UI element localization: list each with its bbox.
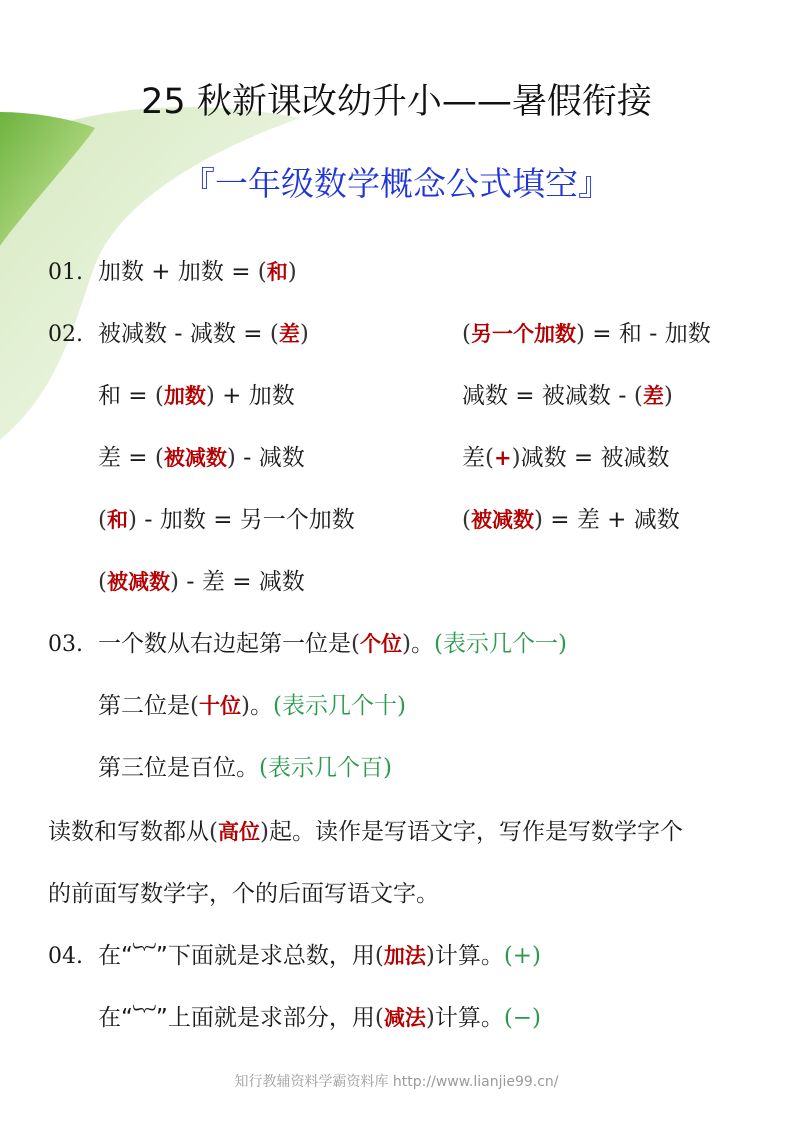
page-title: 25 秋新课改幼升小——暑假衔接: [141, 82, 652, 122]
statement-text: 第三位是百位。: [98, 755, 259, 781]
hint-text: (表示几个百): [259, 755, 392, 781]
formula-right-3: 差(+)减数 = 被减数: [462, 445, 670, 471]
answer-text: 差: [642, 383, 664, 408]
formula-text: 加数 + 加数 =: [98, 259, 258, 285]
hint-text: (−): [503, 1005, 542, 1031]
statement-text: 读数和写数都从: [48, 819, 209, 845]
formula-text: = 和 - 加数: [584, 321, 711, 347]
statement-text: 一个数从右边起第一位是: [98, 631, 351, 657]
formula-text: - 差 = 减数: [178, 569, 305, 595]
page-subtitle: 『一年级数学概念公式填空』: [182, 164, 611, 203]
statement-text: 在“: [98, 1005, 133, 1031]
answer-text: 高位: [217, 819, 260, 844]
formula-text: - 加数 = 另一个加数: [136, 507, 355, 533]
item-number: 03.: [48, 632, 83, 657]
brace-symbol: ︸: [132, 943, 156, 969]
formula-right-4: (被减数) = 差 + 减数: [462, 507, 680, 533]
statement-5: [48, 879, 439, 909]
footer-watermark: 知行教辅资料学霸资料库 http://www.lianjie99.cn/: [234, 1074, 559, 1090]
formula-right-1: (另一个加数) = 和 - 加数: [462, 321, 711, 347]
answer-text: 减法: [383, 1005, 426, 1030]
answer-text: 和: [106, 507, 128, 532]
formula-text: 差 =: [98, 445, 155, 471]
formula-text: - 减数: [235, 445, 305, 471]
formula-text: 被减数 - 减数 =: [98, 321, 270, 347]
hint-text: (+): [503, 943, 542, 969]
item-03: 03. 一个数从右边起第一位是(个位)。(表示几个一): [48, 629, 567, 660]
answer-text: 和: [266, 259, 288, 284]
statement-text: 第二位是: [98, 693, 190, 719]
formula-left-4: (和) - 加数 = 另一个加数: [98, 507, 355, 533]
answer-text: 被减数: [106, 569, 170, 594]
formula-left-3: 差 = (被减数) - 减数: [98, 445, 305, 471]
item-number: 04.: [48, 944, 83, 969]
answer-text: 被减数: [163, 445, 227, 470]
formula-text: 减数 = 被减数: [520, 445, 670, 471]
formula-text: 差: [462, 445, 485, 471]
answer-text: 被减数: [470, 507, 534, 532]
answer-text: 另一个加数: [470, 321, 576, 346]
hint-text: (表示几个一): [433, 631, 567, 657]
statement-6: 在“︸”上面就是求部分，用(减法)计算。(−): [98, 1005, 542, 1031]
statement-text: 。: [410, 631, 434, 657]
statement-3: [98, 753, 392, 783]
answer-text: 十位: [198, 693, 241, 718]
answer-text: 差: [278, 321, 300, 346]
statement-text: 的前面写数学字，个的后面写语文字。: [48, 881, 439, 907]
item-04: 04. 在“︸”下面就是求总数，用(加法)计算。(+): [48, 941, 541, 972]
answer-text: 个位: [359, 631, 402, 656]
statement-text: 起。读作是写语文字，写作是写数学字个: [268, 819, 683, 845]
formula-left-2: 和 = (加数) + 加数: [98, 383, 295, 409]
item-02: 02. 被减数 - 减数 = (差): [48, 319, 309, 350]
formula-text: + 加数: [214, 383, 295, 409]
answer-text: +: [493, 445, 512, 470]
item-number: 02.: [48, 322, 83, 347]
brace-symbol: ︸: [132, 1005, 156, 1031]
formula-left-5: (被减数) - 差 = 减数: [98, 569, 305, 595]
statement-text: 。: [249, 693, 273, 719]
statement-text: 计算。: [434, 1005, 504, 1031]
statement-text: 计算。: [434, 943, 504, 969]
hint-text: (表示几个十): [272, 693, 406, 719]
statement-text: ”下面就是求总数，用: [155, 943, 375, 969]
formula-text: = 差 + 减数: [542, 507, 680, 533]
answer-text: 加法: [383, 943, 426, 968]
formula-text: 减数 = 被减数 -: [462, 383, 634, 409]
statement-4: 读数和写数都从(高位)起。读作是写语文字，写作是写数学字个: [48, 819, 683, 845]
statement-text: 在“: [98, 943, 133, 969]
statement-text: ”上面就是求部分，用: [155, 1005, 375, 1031]
formula-text: 和 =: [98, 383, 155, 409]
formula-right-2: 减数 = 被减数 - (差): [462, 383, 673, 409]
item-number: 01.: [48, 260, 83, 285]
item-01: 01. 加数 + 加数 = (和): [48, 257, 297, 288]
statement-2: 第二位是(十位)。(表示几个十): [98, 693, 406, 719]
answer-text: 加数: [163, 383, 206, 408]
